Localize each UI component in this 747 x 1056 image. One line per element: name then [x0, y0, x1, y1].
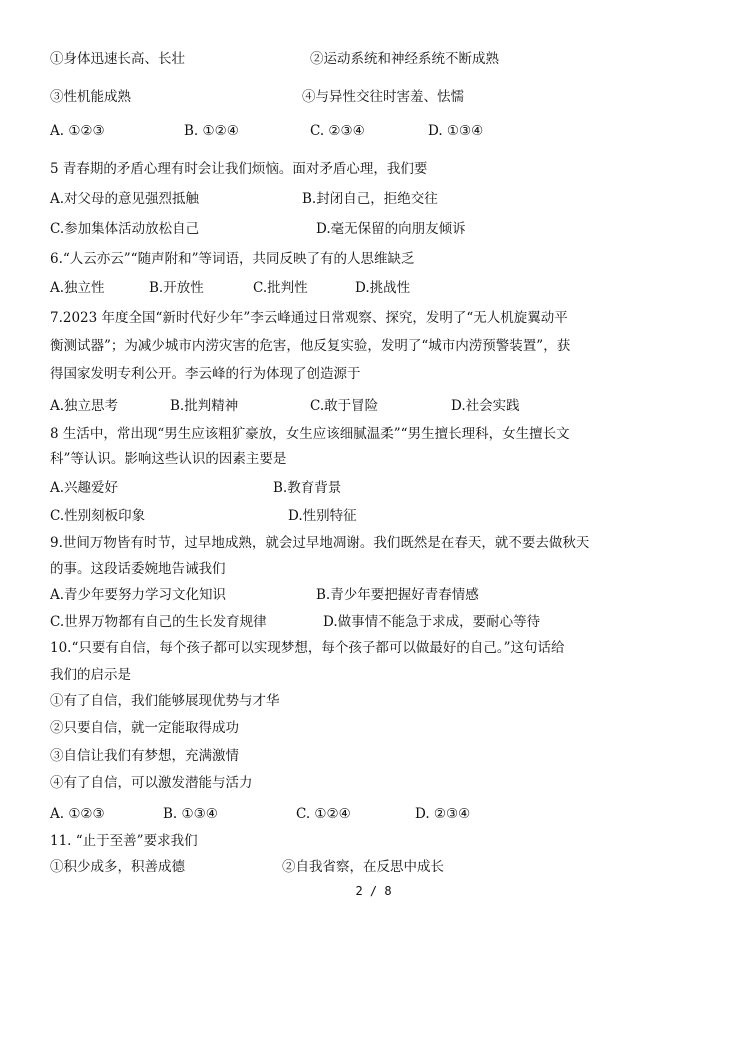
question-text: 衡测试器”；为减少城市内涝灾害的危害，他反复实验，发明了“城市内涝预警装置”，获 — [50, 338, 571, 354]
answer-option: C. ①②④ — [296, 806, 351, 822]
answer-option: C.敢于冒险 — [310, 398, 379, 414]
answer-option: A. ①②③ — [50, 806, 105, 822]
question-text: 10.“只要有自信，每个孩子都可以实现梦想，每个孩子都可以做最好的自己。”这句话给 — [50, 640, 565, 656]
answer-option: B.教育背景 — [273, 480, 342, 496]
option-line: ②只要自信，就一定能取得成功 — [50, 720, 239, 736]
answer-option: C.参加集体活动放松自己 — [50, 221, 200, 237]
option-line: ④与异性交往时害羞、怯懦 — [302, 89, 464, 105]
answer-option: C.批判性 — [253, 280, 308, 296]
option-line: ②运动系统和神经系统不断成熟 — [310, 51, 499, 67]
answer-option: C.性别刻板印象 — [50, 508, 146, 524]
answer-option: A.兴趣爱好 — [50, 480, 119, 496]
answer-option: D.性别特征 — [288, 508, 357, 524]
answer-option: C. ②③④ — [310, 123, 365, 139]
question-text: 5 青春期的矛盾心理有时会让我们烦恼。面对矛盾心理，我们要 — [50, 161, 428, 177]
option-line: ③自信让我们有梦想，充满激情 — [50, 748, 239, 764]
answer-option: D.挑战性 — [355, 280, 411, 296]
page-number: 2 / 8 — [355, 884, 392, 898]
answer-option: D.社会实践 — [451, 398, 520, 414]
answer-option: B.开放性 — [149, 280, 204, 296]
option-line: ①身体迅速长高、长壮 — [50, 51, 185, 67]
question-text: 9.世间万物皆有时节，过早地成熟，就会过早地凋谢。我们既然是在春天，就不要去做秋天 — [50, 535, 590, 551]
option-line: ③性机能成熟 — [50, 89, 131, 105]
question-text: 6.“人云亦云”“随声附和”等词语，共同反映了有的人思维缺乏 — [50, 251, 415, 267]
option-line: ①积少成多，积善成德 — [50, 859, 185, 875]
answer-option: D. ①③④ — [428, 123, 484, 139]
answer-option: D. ②③④ — [415, 806, 471, 822]
answer-option: D.做事情不能急于求成，要耐心等待 — [323, 614, 541, 630]
answer-option: B. ①②④ — [184, 123, 239, 139]
question-text: 我们的启示是 — [50, 667, 131, 683]
option-line: ④有了自信，可以激发潜能与活力 — [50, 775, 253, 791]
answer-option: A. ①②③ — [50, 123, 105, 139]
answer-option: B.青少年要把握好青春情感 — [316, 587, 479, 603]
question-text: 11. “止于至善”要求我们 — [50, 833, 198, 849]
answer-option: B. ①③④ — [163, 806, 218, 822]
question-text: 得国家发明专利公开。李云峰的行为体现了创造源于 — [50, 366, 361, 382]
answer-option: B.批判精神 — [170, 398, 239, 414]
question-text: 科”等认识。影响这些认识的因素主要是 — [50, 451, 287, 467]
question-text: 的事。这段话委婉地告诫我们 — [50, 561, 226, 577]
question-text: 7.2023 年度全国“新时代好少年”李云峰通过日常观察、探究，发明了“无人机旋翼动平 — [50, 310, 568, 326]
option-line: ①有了自信，我们能够展现优势与才华 — [50, 693, 280, 709]
answer-option: B.封闭自己，拒绝交往 — [302, 191, 438, 207]
answer-option: A.对父母的意见强烈抵触 — [50, 191, 200, 207]
answer-option: A.青少年要努力学习文化知识 — [50, 587, 227, 603]
answer-option: A.独立性 — [50, 280, 105, 296]
answer-option: D.毫无保留的向朋友倾诉 — [316, 221, 466, 237]
option-line: ②自我省察，在反思中成长 — [282, 859, 444, 875]
answer-option: A.独立思考 — [50, 398, 119, 414]
question-text: 8 生活中，常出现“男生应该粗犷豪放，女生应该细腻温柔”“男生擅长理科，女生擅长文 — [50, 426, 570, 442]
answer-option: C.世界万物都有自己的生长发育规律 — [50, 614, 267, 630]
